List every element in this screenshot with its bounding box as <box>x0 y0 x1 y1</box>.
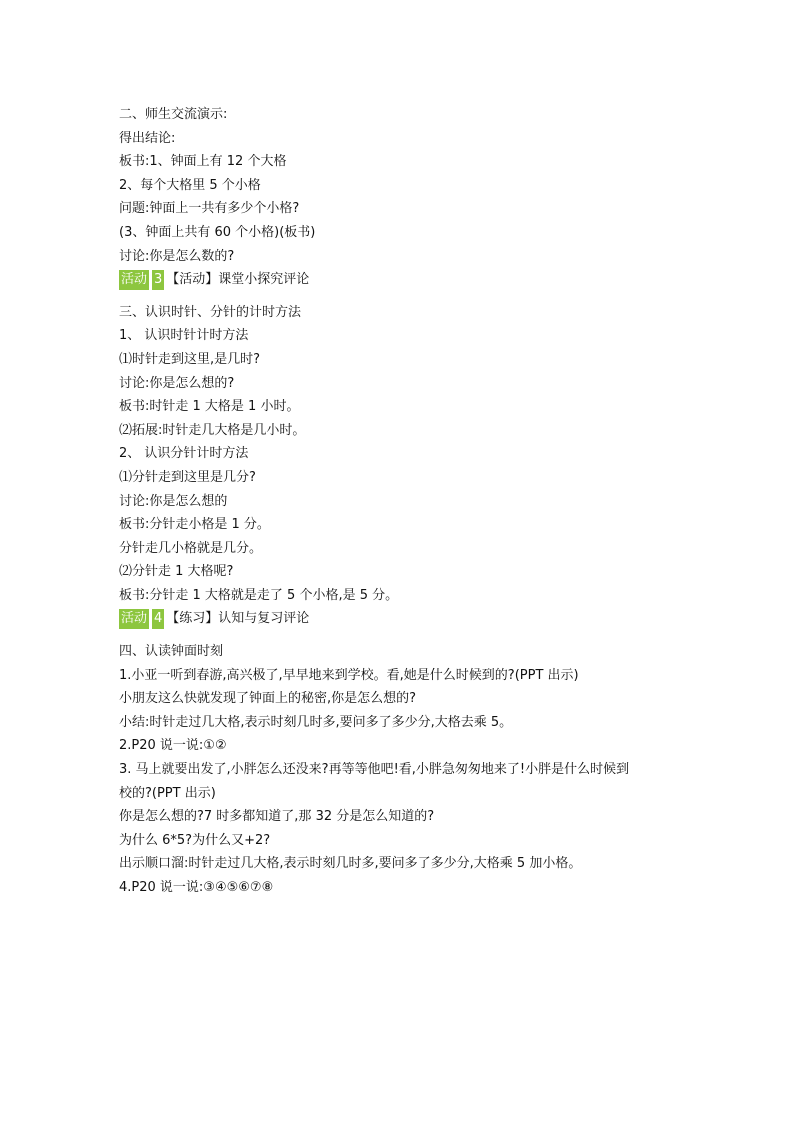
text-line: 2、 认识分针计时方法 <box>119 446 249 462</box>
text-line: ⑴时针走到这里,是几时? <box>119 351 261 367</box>
text-line: 出示顺口溜:时针走过几大格,表示时刻几时多,要问多了多少分,大格乘 5 加小格。 <box>119 856 582 872</box>
section-2 <box>119 103 699 268</box>
text-line: ⑵拓展:时针走几大格是几小时。 <box>119 422 306 438</box>
text-line: ⑵分针走 1 大格呢? <box>119 564 234 580</box>
activity-3-header <box>119 268 699 292</box>
section-2-heading: 二、师生交流演示: <box>119 107 228 122</box>
text-line: (3、钟面上共有 60 个小格)(板书) <box>119 224 316 240</box>
text-line: 4.P20 说一说:③④⑤⑥⑦⑧ <box>119 880 274 895</box>
text-line: 讨论:你是怎么想的? <box>119 375 235 391</box>
activity-number-badge: 4 <box>152 609 164 629</box>
text-line: 3. 马上就要出发了,小胖怎么还没来?再等等他吧!看,小胖急匆匆地来了!小胖是什么时候到 <box>119 762 630 778</box>
text-line: 2、每个大格里 5 个小格 <box>119 177 261 193</box>
text-line: 2.P20 说一说:①② <box>119 738 227 754</box>
section-4-heading: 四、认读钟面时刻 <box>119 644 224 660</box>
text-line: 讨论:你是怎么数的? <box>119 248 235 264</box>
text-line: 小朋友这么快就发现了钟面上的秘密,你是怎么想的? <box>119 691 417 707</box>
activity-number-badge: 3 <box>152 270 164 290</box>
activity-4-header <box>119 607 699 631</box>
text-line: 分针走几小格就是几分。 <box>119 540 263 556</box>
text-line: 1.小亚一听到春游,高兴极了,早早地来到学校。看,她是什么时候到的?(PPT 出示) <box>119 667 579 683</box>
section-4 <box>119 640 699 900</box>
activity-badge: 活动 <box>119 609 149 629</box>
text-line: 小结:时针走过几大格,表示时刻几时多,要问多了多少分,大格去乘 5。 <box>119 714 513 730</box>
text-line: 为什么 6*5?为什么又+2? <box>119 832 271 848</box>
spacer <box>119 631 699 640</box>
text-line: ⑴分针走到这里是几分? <box>119 469 256 485</box>
text-line: 你是怎么想的?7 时多都知道了,那 32 分是怎么知道的? <box>119 809 435 825</box>
text-line: 得出结论: <box>119 130 176 146</box>
text-line: 板书:分针走小格是 1 分。 <box>119 517 270 533</box>
spacer <box>119 292 699 301</box>
text-line: 板书:1、钟面上有 12 个大格 <box>119 154 287 170</box>
section-3 <box>119 301 699 608</box>
activity-badge: 活动 <box>119 270 149 290</box>
text-line: 校的?(PPT 出示) <box>119 785 216 801</box>
text-line: 板书:分针走 1 大格就是走了 5 个小格,是 5 分。 <box>119 587 399 603</box>
text-line: 板书:时针走 1 大格是 1 小时。 <box>119 399 300 415</box>
text-line: 1、 认识时针计时方法 <box>119 328 249 344</box>
lesson-content <box>119 103 699 900</box>
activity-title: 【活动】课堂小探究评论 <box>166 272 310 288</box>
activity-title: 【练习】认知与复习评论 <box>166 611 310 627</box>
text-line: 讨论:你是怎么想的 <box>119 493 228 509</box>
section-3-heading: 三、认识时针、分针的计时方法 <box>119 304 302 320</box>
text-line: 问题:钟面上一共有多少个小格? <box>119 201 300 217</box>
